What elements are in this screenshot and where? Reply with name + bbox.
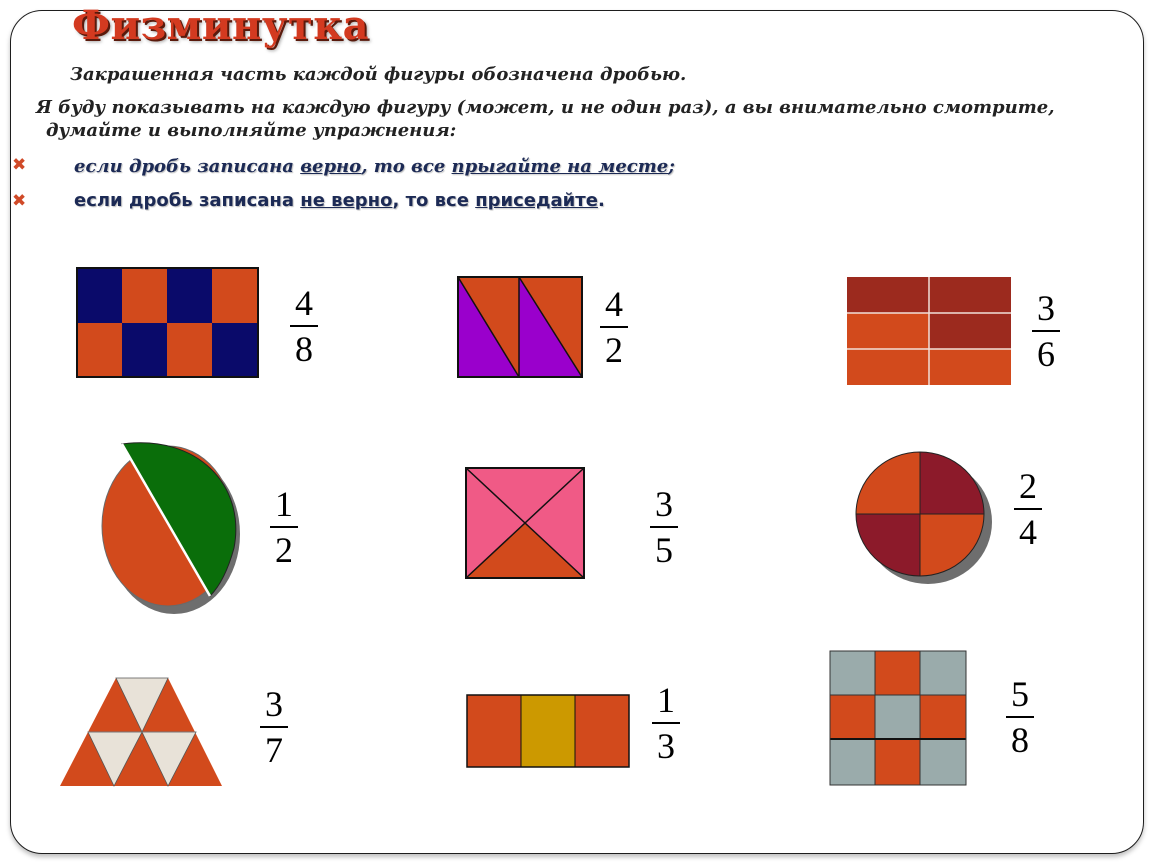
- fraction: [264, 484, 304, 570]
- fraction-numerator: 4: [605, 284, 623, 324]
- fraction-denominator: 7: [265, 730, 283, 770]
- slide-title: Физминутка: [72, 2, 370, 49]
- brick-rectangle: [845, 275, 1013, 387]
- rule-text: если дробь записана: [74, 190, 301, 211]
- intro-line-1: Закрашенная часть каждой фигуры обозначена дробью.: [70, 64, 687, 85]
- rule-text: , то все: [392, 190, 476, 211]
- fraction-bar: [652, 722, 680, 724]
- fraction-numerator: 2: [1019, 466, 1037, 506]
- intro-line-3: думайте и выполняйте упражнения:: [46, 120, 457, 141]
- fraction-bar: [290, 325, 318, 327]
- rule-correct: [74, 156, 675, 177]
- fraction-bar: [260, 726, 288, 728]
- quartered-circle: [852, 448, 1000, 588]
- fraction-bar: [1006, 716, 1034, 718]
- fraction-numerator: 1: [657, 680, 675, 720]
- fraction: [1008, 466, 1048, 552]
- fraction-numerator: 4: [295, 283, 313, 323]
- fraction-denominator: 4: [1019, 512, 1037, 552]
- fraction: [646, 680, 686, 766]
- fraction-denominator: 8: [295, 329, 313, 369]
- three-part-strip: [465, 693, 631, 769]
- fraction-numerator: 3: [655, 484, 673, 524]
- fraction-numerator: 3: [265, 684, 283, 724]
- fraction: [254, 684, 294, 770]
- rule-keyword: верно: [300, 156, 362, 177]
- fraction-numerator: 3: [1037, 288, 1055, 328]
- fraction-bar: [1032, 330, 1060, 332]
- x-mark-icon: ✖: [12, 191, 27, 211]
- fraction-denominator: 5: [655, 530, 673, 570]
- fraction-denominator: 3: [657, 726, 675, 766]
- rule-incorrect: [74, 190, 605, 211]
- rule-text: ;: [668, 156, 675, 177]
- fraction-bar: [600, 326, 628, 328]
- rule-text: .: [597, 190, 605, 211]
- fraction: [1000, 674, 1040, 760]
- checkered-rectangle: [76, 267, 260, 379]
- rule-action: приседайте: [475, 190, 598, 211]
- rule-keyword: не верно: [300, 190, 393, 211]
- triangles-square: [456, 275, 584, 379]
- fraction-numerator: 1: [275, 484, 293, 524]
- fraction: [644, 484, 684, 570]
- triangle-trapezoid: [58, 676, 224, 788]
- nine-grid: [828, 649, 968, 787]
- fraction-bar: [1014, 508, 1042, 510]
- fraction: [594, 284, 634, 370]
- intro-line-2: Я буду показывать на каждую фигуру (может, и не один раз), а вы внимательно смотрите,: [36, 97, 1055, 118]
- fraction: [284, 283, 324, 369]
- fraction-denominator: 6: [1037, 334, 1055, 374]
- rule-text: если дробь записана: [74, 156, 301, 177]
- crossed-square: [464, 466, 586, 580]
- x-mark-icon: ✖: [12, 155, 27, 175]
- fraction-numerator: 5: [1011, 674, 1029, 714]
- fraction-denominator: 2: [605, 330, 623, 370]
- rule-text: , то все: [361, 156, 452, 177]
- fraction-bar: [270, 526, 298, 528]
- rule-action: прыгайте на месте: [451, 156, 669, 177]
- fraction-bar: [650, 526, 678, 528]
- fraction-denominator: 8: [1011, 720, 1029, 760]
- fraction: [1026, 288, 1066, 374]
- fraction-denominator: 2: [275, 530, 293, 570]
- split-circle: [88, 438, 248, 622]
